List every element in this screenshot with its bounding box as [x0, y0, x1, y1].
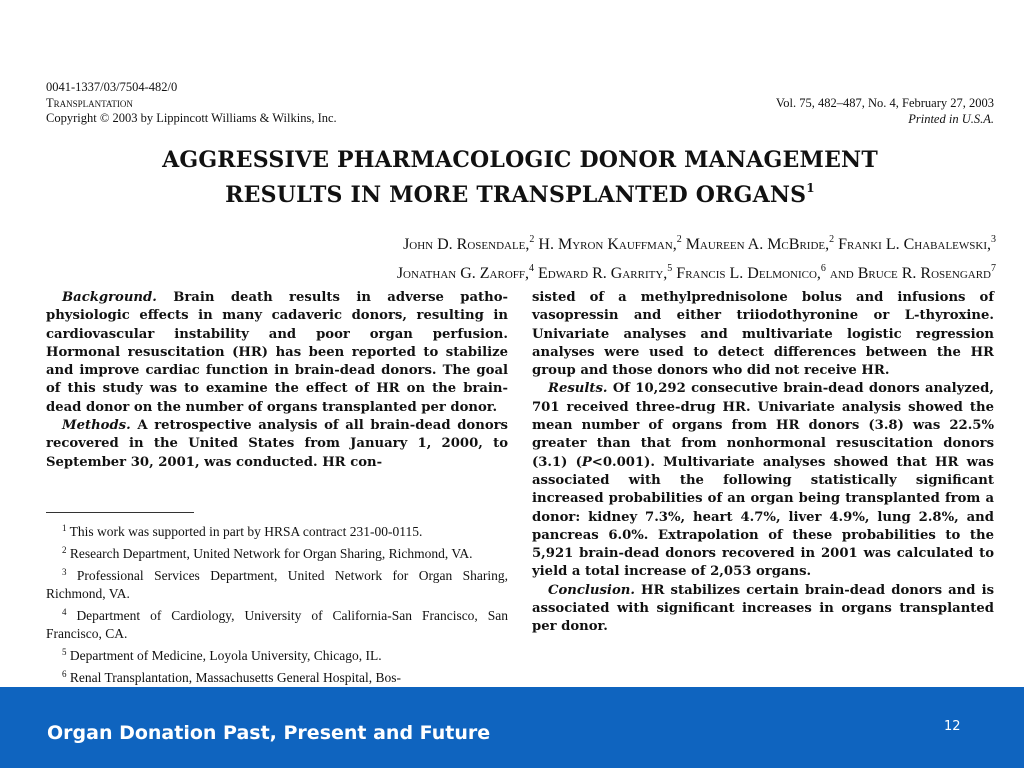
- footnote: [46, 665, 508, 687]
- conclusion-text: HR stabilizes certain brain-dead donors and is associated with significant increases in organs transplanted per donor.: [532, 582, 995, 635]
- author-affiliation-mark: 2: [829, 234, 835, 245]
- footnote: [46, 643, 508, 665]
- title-line-1: AGGRESSIVE PHARMACOLOGIC DONOR MANAGEMENT: [162, 147, 878, 173]
- footnote-divider: [46, 512, 194, 513]
- author-affiliation-mark: 3: [991, 234, 996, 245]
- footnote-number: 6: [62, 669, 67, 679]
- author: and Bruce R. Rosengard: [829, 265, 991, 282]
- author: Francis L. Delmonico,: [676, 265, 821, 282]
- conclusion-paragraph: [532, 582, 994, 637]
- abstract-right-column: [532, 289, 994, 637]
- article-code: 0041-1337/03/7504-482/0: [46, 80, 178, 94]
- footnote-number: 1: [62, 523, 67, 533]
- title-footnote-mark: 1: [806, 181, 815, 195]
- footnote-number: 4: [62, 607, 67, 617]
- background-label: Background.: [62, 290, 157, 305]
- abstract-left-column: [46, 289, 508, 472]
- slide-number: 12: [944, 719, 961, 734]
- results-p-symbol: P: [581, 454, 592, 470]
- footnote: [46, 603, 508, 643]
- footnote-number: 2: [62, 545, 67, 555]
- methods-continued: sisted of a methylprednisolone bolus and infusions of vasopressin and either triiodothyronine or L-thyroxine. Univariate analyses and multivariate logistic regression analyses were used to detect differences between the HR group and those donors who did not receive HR.: [532, 290, 994, 379]
- footnote-text: Renal Transplantation, Massachusetts General Hospital, Bos-: [69, 670, 401, 685]
- results-label: Results.: [548, 381, 608, 397]
- author: John D. Rosendale,: [403, 236, 530, 253]
- footer-title: Organ Donation Past, Present and Future: [47, 722, 491, 744]
- author-list: [397, 228, 996, 286]
- volume-line: Vol. 75, 482–487, No. 4, February 27, 2003: [775, 96, 994, 110]
- author-affiliation-mark: 6: [820, 263, 826, 274]
- paper-title: [0, 146, 1024, 209]
- methods-label: Methods.: [62, 418, 131, 434]
- footnote-text: Department of Cardiology, University of California-San Francisco, San Francisco, CA.: [46, 608, 508, 641]
- footnote-text: This work was supported in part by HRSA contract 231-00-0115.: [69, 524, 423, 539]
- methods-paragraph: [46, 417, 508, 472]
- title-line-2: RESULTS IN MORE TRANSPLANTED ORGANS: [225, 182, 807, 208]
- results-text-a: Of 10,292 consecutive brain-dead donors analyzed, 701 received three-drug HR. Univariate analysis showed the mean number of organs from HR donors (3.8) was 22.5% greater than that from nonhormonal resuscitation donors (3.1) (: [532, 381, 994, 470]
- conclusion-label: Conclusion.: [548, 582, 635, 598]
- author-affiliation-mark: 2: [676, 234, 682, 245]
- author-affiliation-mark: 7: [991, 263, 996, 274]
- footnote-text: Research Department, United Network for Organ Sharing, Richmond, VA.: [69, 546, 473, 561]
- copyright-line: Copyright © 2003 by Lippincott Williams & Wilkins, Inc.: [46, 111, 337, 125]
- footnote-text: Professional Services Department, United Network for Organ Sharing, Richmond, VA.: [46, 568, 508, 601]
- results-paragraph: [532, 380, 994, 581]
- author: Franki L. Chabalewski,: [838, 236, 991, 253]
- author-affiliation-mark: 2: [529, 234, 535, 245]
- author: Maureen A. McBride,: [685, 236, 830, 253]
- background-text: Brain death results in adverse patho-physiologic effects in many cadaveric donors, resulting in cardiovascular instability and poor organ perfusion. Hormonal resuscitation (HR) has been reported to stabilize and improve cardiac function in brain-dead donors. The goal of this study was to examine the effect of HR on the brain-dead donor on the number of organs transplanted per donor.: [46, 290, 508, 415]
- journal-name: Transplantation: [46, 95, 133, 110]
- author-affiliation-mark: 4: [529, 263, 535, 274]
- author: Edward R. Garrity,: [538, 265, 668, 282]
- author: H. Myron Kauffman,: [538, 236, 677, 253]
- results-text-b: <0.001). Multivariate analyses showed that HR was associated with the following statistically significant increased probabilities of an organ being transplanted from a donor: kidney 7.3%, heart 4.7%, liver 4.9%, lung 2.8%, and pancreas 6.0%. Extrapolation of these probabilities to the 5,921 brain-dead donors recovered in 2001 was calculated to yield a total increase of 2,053 organs.: [532, 454, 994, 580]
- author-affiliation-mark: 5: [667, 263, 673, 274]
- footnote-text: Department of Medicine, Loyola University, Chicago, IL.: [69, 648, 382, 663]
- author: Jonathan G. Zaroff,: [396, 265, 530, 282]
- background-paragraph: [46, 289, 508, 417]
- journal-header-right: [776, 96, 994, 127]
- methods-text: A retrospective analysis of all brain-dead donors recovered in the United States from January 1, 2000, to September 30, 2001, was conducted. HR con-: [46, 418, 508, 470]
- printed-line: Printed in U.S.A.: [908, 111, 994, 126]
- footnotes: [46, 519, 508, 687]
- footnote-number: 5: [62, 647, 67, 657]
- footnote: [46, 563, 508, 603]
- footnote-number: 3: [62, 567, 67, 577]
- footnote: [46, 519, 508, 541]
- footnote: [46, 541, 508, 563]
- journal-header-left: [46, 80, 337, 127]
